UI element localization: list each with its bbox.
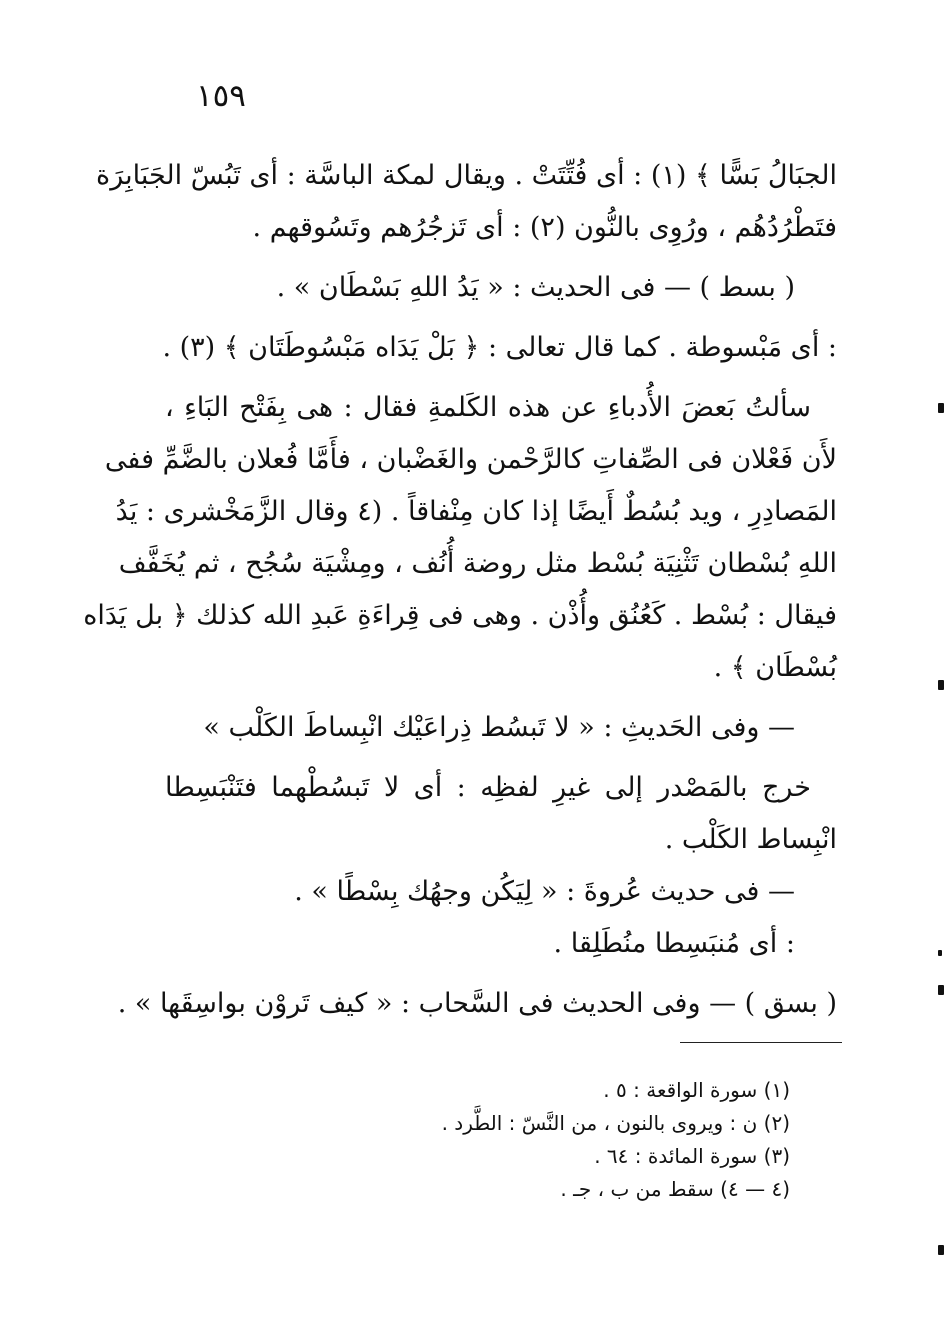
footnote-1: (١) سورة الواقعة : ٥ . [603,1078,790,1102]
footnote-3: (٣) سورة المائدة : ٦٤ . [594,1144,790,1168]
text-line-7: المَصادِرِ ، ويد بُسُطٌ أَيضًا إذا كان مِنْفاقاً . (٤ وقال الزَّمَخْشرى : يَدُ [115,496,837,527]
text-line-13: انْبِساط الكَلْب . [664,824,837,855]
scan-edge-mark [938,1245,944,1255]
text-line-10: بُسْطَان ﴾ . [713,652,837,683]
scan-edge-mark [938,680,944,690]
text-line-6: لأَن فَعْلان فى الصِّفاتِ كالرَّحْمن والغَضْبان ، فأَمَّا فُعلان بالضَّمِّ ففى [104,444,837,475]
text-line-4: : أى مَبْسوطة . كما قال تعالى : ﴿ بَلْ يَدَاه مَبْسُوطَتَان ﴾ (٣) . [162,332,837,363]
text-line-12: خرج بالمَصْدر إلى غيرِ لفظِه : أى لا تَبسُطْهما فتَنْبَسِطا [165,772,811,803]
text-line-5: سألتُ بَعضَ الأُدباءِ عن هذه الكَلمةِ فقال : هى بِفَتْح البَاءِ ، [165,392,811,423]
entry-heading-basq: ( بسق ) — وفى الحديث فى السَّحاب : « كيف تَروْن بواسِقَها » . [117,988,837,1019]
text-line-11: — وفى الحَديثِ : « لا تَبسُط ذِراعَيْك انْبِساطَ الكَلْب » [203,712,795,743]
footnote-separator [680,1042,842,1043]
entry-heading-bast: ( بسط ) — فى الحديث : « يَدُ اللهِ بَسْطَان » . [276,272,795,303]
footnote-2: (٢) ن : ويروى بالنون ، من النَّسّ : الطَّرد . [441,1111,790,1135]
text-line-15: : أى مُنبَسِطا منُطَلِقا . [553,928,795,959]
text-line-14: — فى حديث عُروةَ : « لِيَكُن وجهُك بِسْطًا » . [294,876,795,907]
scan-edge-mark [938,950,942,956]
footnotes [360,1074,790,1206]
scan-edge-mark [938,985,944,995]
text-line-2: فتَطْرُدُهُم ، ورُوِى بالنُّون (٢) : أى تَزجُرُهم وتَسُوقهم . [252,212,837,243]
footnote-4: (٤ — ٤) سقط من ب ، جـ . [560,1177,790,1201]
scan-edge-mark [938,403,944,413]
text-line-1: الجبَالُ بَسًّا ﴾ (١) : أى فُتِّتَتْ . ويقال لمكة الباسَّة : أى تَبُسّ الجَبَابِرَة [96,160,837,191]
text-line-9: فيقال : بُسْط . كَعُنُق وأُذْن . وهى فى قِراءَةِ عَبدِ الله كذلك ﴿ بل يَدَاه [83,600,837,631]
page-number: ١٥٩ [196,78,246,114]
main-text [83,150,837,1030]
text-line-8: اللهِ بُسْطان تَثْنِيَة بُسْط مثل روضة أُنُف ، ومِشْيَة سُجُح ، ثم يُخَفَّف [118,548,837,579]
